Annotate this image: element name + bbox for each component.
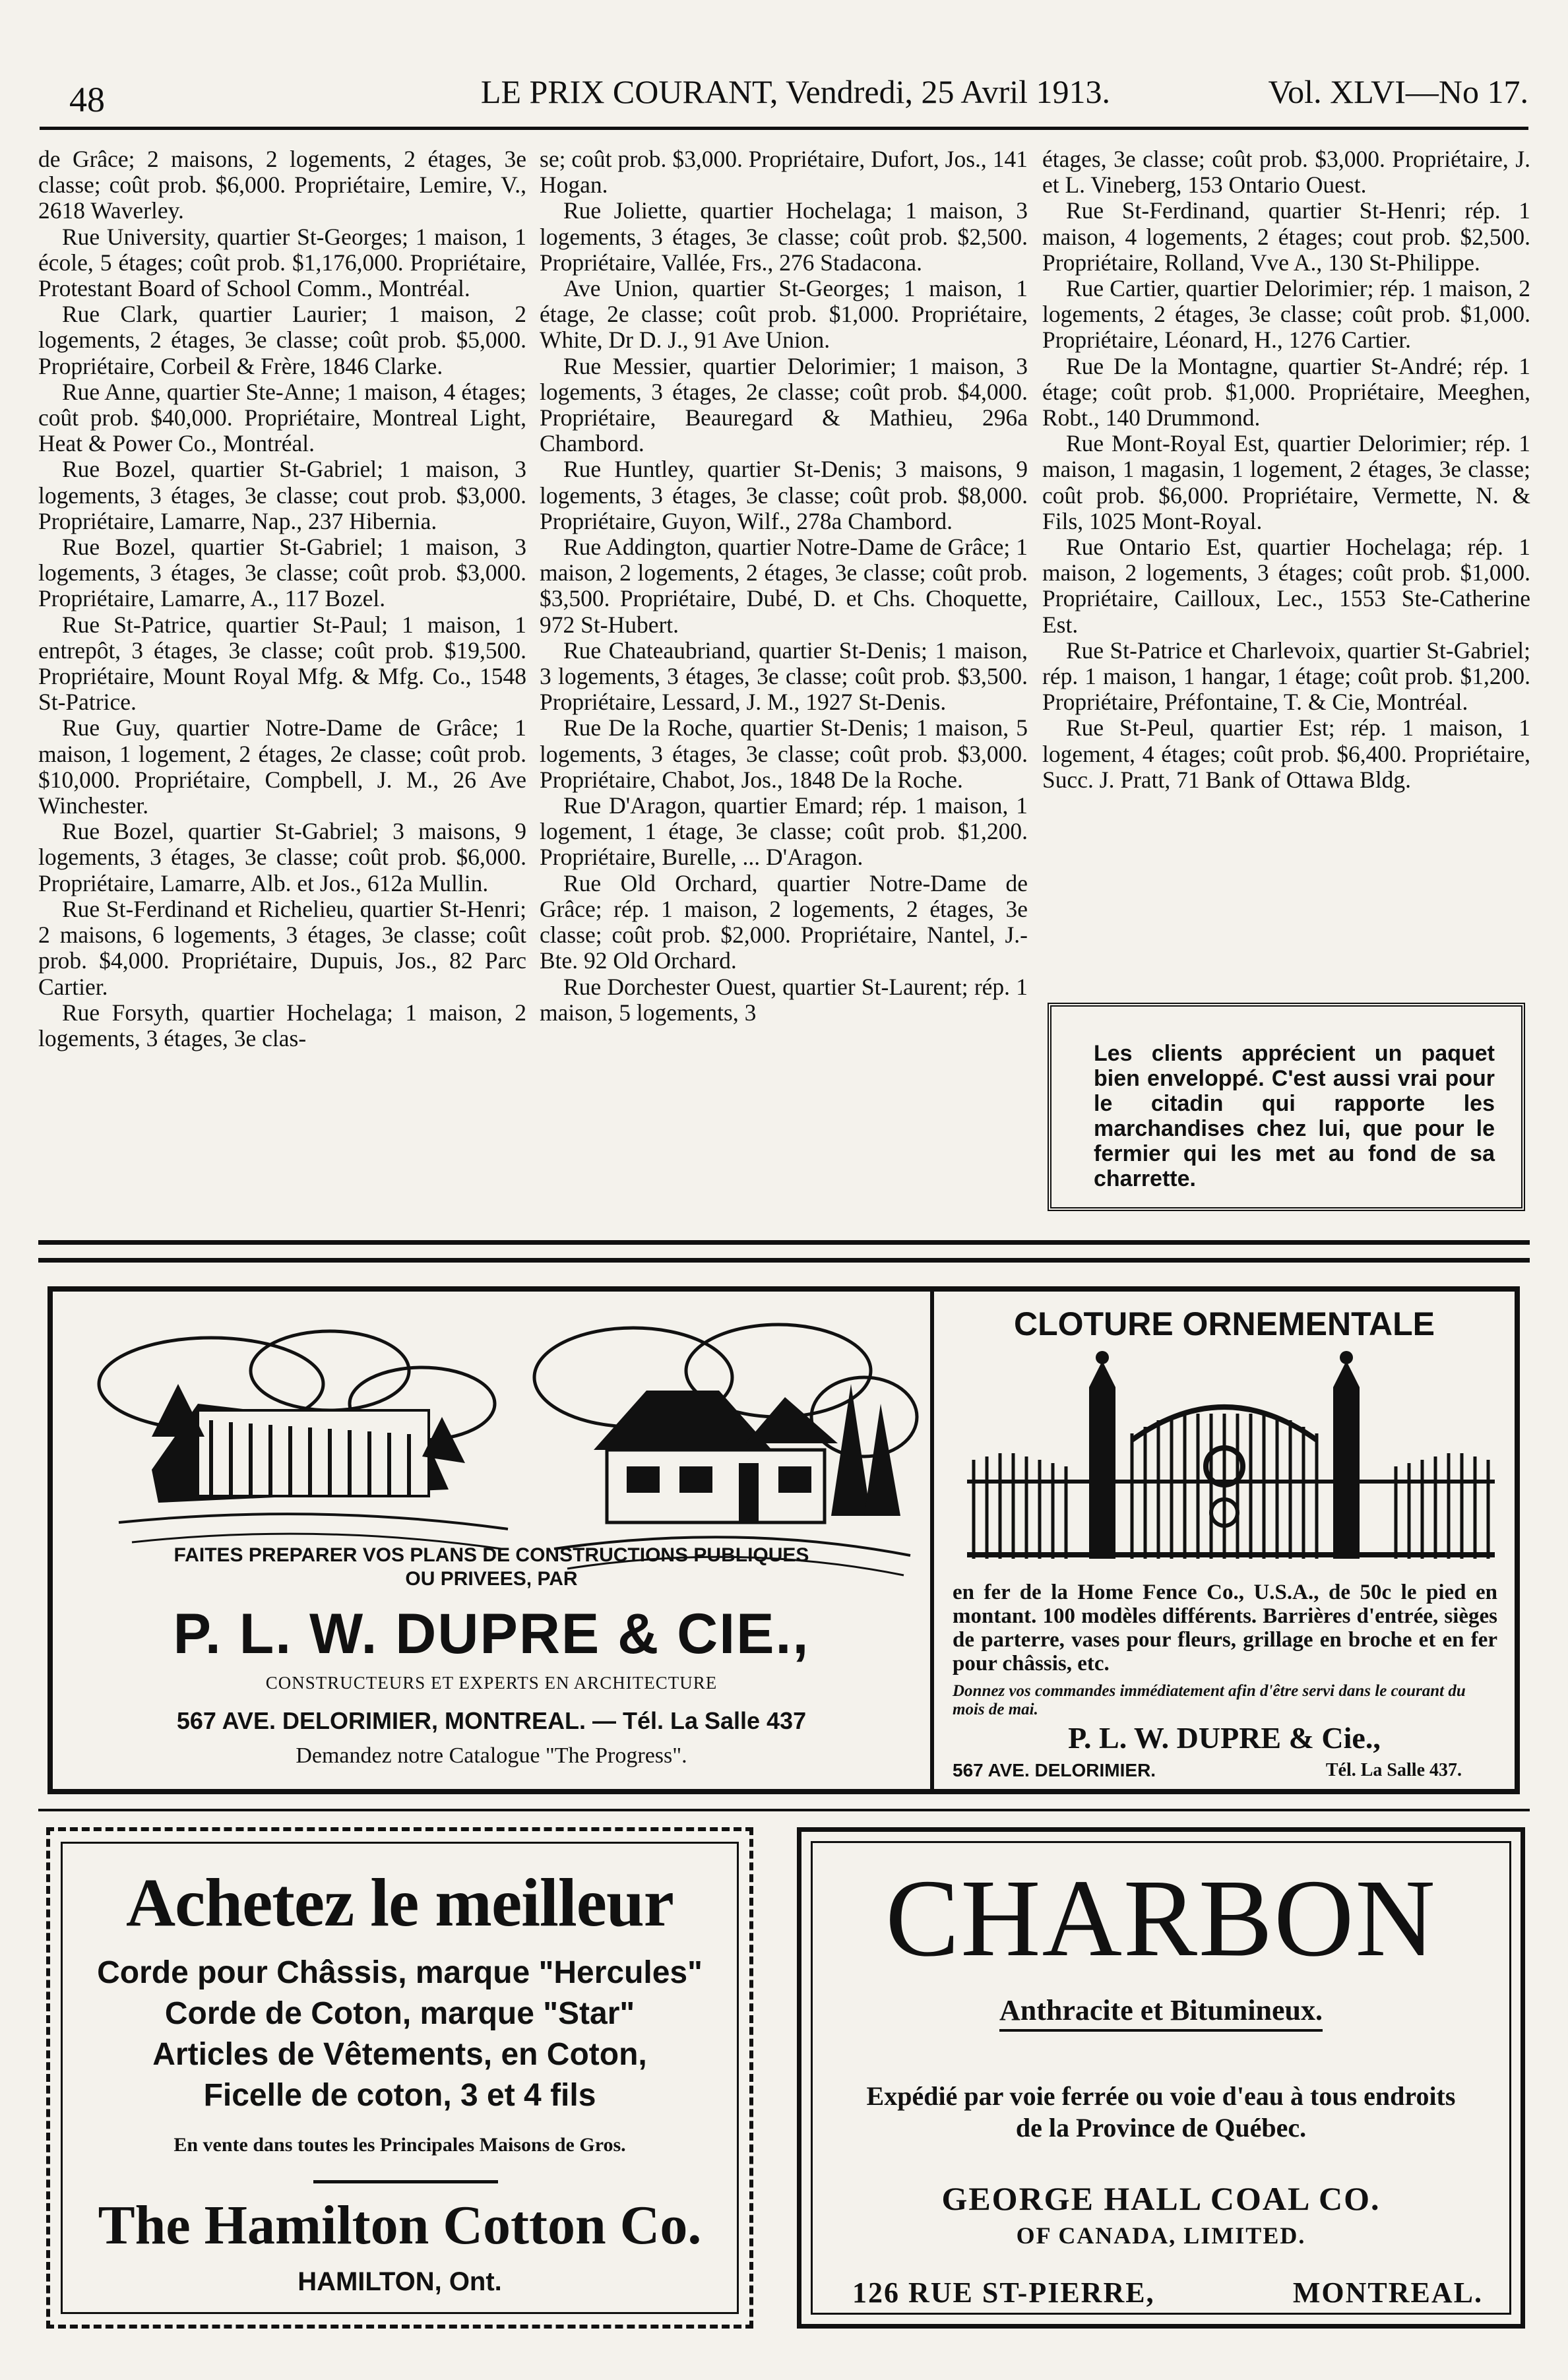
column-paragraph: Rue D'Aragon, quartier Emard; rép. 1 maison, 1 logement, 1 étage, 3e classe; coût prob. $1,200. Propriétaire, Burelle, ... D'Aragon. (540, 792, 1028, 871)
dupre-company-name: P. L. W. DUPRE & CIE., (173, 1602, 810, 1666)
column-paragraph: Rue Chateaubriand, quartier St-Denis; 1 maison, 3 logements, 3 étages, 3e classe; coût prob. $3,500. Propriétaire, Lessard, J. M., 1927 St-Denis. (540, 637, 1028, 716)
publication-title: LE PRIX COURANT, Vendredi, 25 Avril 1913. (480, 73, 1111, 110)
column-paragraph: Rue Joliette, quartier Hochelaga; 1 maison, 3 logements, 3 étages, 3e classe; coût prob. $2,500. Propriétaire, Vallée, Frs., 276 Stadacona. (540, 197, 1028, 276)
column-paragraph: Rue St-Peul, quartier Est; rép. 1 maison, 1 logement, 4 étages; coût prob. $6,400. Propriétaire, Succ. J. Pratt, 71 Bank of Ottawa Bldg. (1042, 714, 1530, 793)
dupre-subtitle: CONSTRUCTEURS ET EXPERTS EN ARCHITECTURE (265, 1673, 718, 1693)
charbon-title: CHARBON (885, 1857, 1437, 1980)
volume-number: Vol. XLVI—No 17. (1268, 73, 1528, 110)
hamilton-divider (313, 2180, 498, 2183)
charbon-company2: OF CANADA, LIMITED. (1016, 2222, 1306, 2249)
cloture-address: 567 AVE. DELORIMIER. (953, 1760, 1156, 1780)
charbon-subtitle (813, 1993, 1509, 2027)
column-paragraph: Rue Guy, quartier Notre-Dame de Grâce; 1 maison, 1 logement, 2 étages, 2e classe; coût prob. $10,000. Propriétaire, Compbell, J. M., 26 Ave Winchester. (38, 714, 526, 819)
column-paragraph: de Grâce; 2 maisons, 2 logements, 2 étages, 3e classe; coût prob. $6,000. Propriétaire, Lemire, V., 2618 Waverley. (38, 146, 526, 224)
ad-separator (38, 1809, 1530, 1811)
dupre-advertisement (47, 1286, 1520, 1794)
hamilton-ad-frame (61, 1842, 739, 2314)
column-paragraph: Rue St-Ferdinand et Richelieu, quartier St-Henri; 2 maisons, 6 logements, 3 étages, 3e classe; coût prob. $4,000. Propriétaire, Dupuis, Jos., 82 Parc Cartier. (38, 895, 526, 1000)
column-paragraph: Ave Union, quartier St-Georges; 1 maison, 1 étage, 2e classe; coût prob. $1,000. Propriétaire, White, Dr D. J., 91 Ave Union. (540, 275, 1028, 354)
dupre-address: 567 AVE. DELORIMIER, MONTREAL. — Tél. La Salle 437 (176, 1707, 807, 1734)
charbon-city: MONTREAL. (1292, 2276, 1483, 2309)
hamilton-item: Ficelle de coton, 3 et 4 fils (203, 2078, 596, 2113)
dupre-ad-line2: OU PRIVEES, PAR (405, 1568, 578, 1590)
column-paragraph: Rue Old Orchard, quartier Notre-Dame de Grâce; rép. 1 maison, 2 logements, 2 étages, 3e classe; coût prob. $2,000. Propriétaire, Nantel, J.-Bte. 92 Old Orchard. (540, 869, 1028, 974)
hamilton-cotton-ad (46, 1827, 753, 2329)
column-3 (1042, 146, 1530, 793)
public-building-drawing (99, 1331, 508, 1549)
column-paragraph: Rue Messier, quartier Delorimier; 1 maison, 3 logements, 3 étages, 2e classe; coût prob. $4,000. Propriétaire, Beauregard & Mathieu, 296a Chambord. (540, 352, 1028, 457)
column-paragraph: Rue Mont-Royal Est, quartier Delorimier; rép. 1 maison, 1 magasin, 1 logement, 2 étages, 3e classe; coût prob. $6,000. Propriétaire, Vermette, N. & Fils, 1025 Mont-Royal. (1042, 430, 1530, 534)
column-2 (540, 146, 1028, 1026)
hamilton-product-list (63, 1953, 737, 2116)
column-1 (38, 146, 526, 1051)
hamilton-item: Corde de Coton, marque "Star" (164, 1996, 635, 2031)
column-paragraph: Rue Ontario Est, quartier Hochelaga; rép. 1 maison, 2 logements, 3 étages; coût prob. $1,000. Propriétaire, Cailloux, Lec., 1553 Ste-Catherine Est. (1042, 534, 1530, 638)
dupre-plans-ad (53, 1292, 934, 1789)
buildings-illustration (53, 1305, 924, 1582)
cloture-note: Donnez vos commandes immédiatement afin d'être servi dans le courant du mois de mai. (953, 1682, 1466, 1718)
column-paragraph: Rue De la Montagne, quartier St-André; rép. 1 étage; coût prob. $1,000. Propriétaire, Meeghen, Robt., 140 Drummond. (1042, 352, 1530, 431)
column-paragraph: se; coût prob. $3,000. Propriétaire, Dufort, Jos., 141 Hogan. (540, 146, 1028, 199)
hamilton-note: En vente dans toutes les Principales Maisons de Gros. (173, 2134, 626, 2156)
column-paragraph: Rue Cartier, quartier Delorimier; rép. 1 maison, 2 logements, 2 étages, 3e classe; coût prob. $1,000. Propriétaire, Léonard, H., 1276 Cartier. (1042, 275, 1530, 354)
column-paragraph: Rue Forsyth, quartier Hochelaga; 1 maison, 2 logements, 3 étages, 3e clas- (38, 999, 526, 1051)
column-paragraph: Rue Bozel, quartier St-Gabriel; 1 maison, 3 logements, 3 étages, 3e classe; coût prob. $3,000. Propriétaire, Lamarre, A., 117 Bozel. (38, 534, 526, 612)
charbon-company: GEORGE HALL COAL CO. (941, 2180, 1381, 2217)
column-paragraph: Rue University, quartier St-Georges; 1 maison, 1 école, 5 étages; coût prob. $1,176,000. Propriétaire, Protestant Board of School Comm., Montréal. (38, 223, 526, 302)
hamilton-city: HAMILTON, Ont. (298, 2267, 502, 2296)
notice-box (1048, 1003, 1525, 1211)
column-paragraph: Rue Bozel, quartier St-Gabriel; 3 maisons, 9 logements, 3 étages, 3e classe; coût prob. $6,000. Propriétaire, Lamarre, Alb. et Jos., 612a Mullin. (38, 818, 526, 896)
hamilton-item: Corde pour Châssis, marque "Hercules" (97, 1955, 703, 1990)
dupre-catalogue: Demandez notre Catalogue "The Progress". (296, 1743, 687, 1768)
charbon-ad (797, 1827, 1525, 2329)
cloture-body: en fer de la Home Fence Co., U.S.A., de 50c le pied en montant. 100 modèles différents. Barrières d'entrée, sièges de parterre, vases pour fleurs, grillage en broche et en fer pour châssis, etc. (953, 1581, 1497, 1675)
ornamental-gate-illustration (947, 1348, 1515, 1585)
cloture-company: P. L. W. DUPRE & Cie., (1068, 1721, 1381, 1755)
cloture-ad (934, 1292, 1515, 1789)
column-paragraph: Rue Dorchester Ouest, quartier St-Laurent; rép. 1 maison, 5 logements, 3 (540, 973, 1028, 1026)
column-paragraph: Rue St-Patrice et Charlevoix, quartier St-Gabriel; rép. 1 maison, 1 hangar, 1 étage; coût prob. $1,200. Propriétaire, Préfontaine, T. & Cie, Montréal. (1042, 637, 1530, 716)
hamilton-item: Articles de Vêtements, en Coton, (152, 2037, 647, 2072)
section-rule (38, 1240, 1530, 1263)
cloture-title: CLOTURE ORNEMENTALE (1014, 1305, 1435, 1342)
column-paragraph: Rue Anne, quartier Ste-Anne; 1 maison, 4 étages; coût prob. $40,000. Propriétaire, Montreal Light, Heat & Power Co., Montréal. (38, 378, 526, 457)
column-paragraph: étages, 3e classe; coût prob. $3,000. Propriétaire, J. et L. Vineberg, 153 Ontario Ouest. (1042, 146, 1530, 199)
page-number: 48 (69, 80, 105, 119)
column-paragraph: Rue St-Ferdinand, quartier St-Henri; rép. 1 maison, 4 logements, 2 étages; cout prob. $2,500. Propriétaire, Rolland, Vve A., 130 St-Philippe. (1042, 197, 1530, 276)
column-paragraph: Rue Huntley, quartier St-Denis; 3 maisons, 9 logements, 3 étages, 3e classe; coût prob. $8,000. Propriétaire, Guyon, Wilf., 278a Chambord. (540, 456, 1028, 534)
column-paragraph: Rue Addington, quartier Notre-Dame de Grâce; 1 maison, 2 logements, 2 étages, 3e classe; coût prob. $3,500. Propriétaire, Dubé, D. et Chs. Choquette, 972 St-Hubert. (540, 534, 1028, 638)
dupre-ad-line1: FAITES PREPARER VOS PLANS DE CONSTRUCTIONS PUBLIQUES (173, 1544, 809, 1566)
charbon-body: Expédié par voie ferrée ou voie d'eau à tous endroits de la Province de Québec. (866, 2081, 1456, 2143)
charbon-address: 126 RUE ST-PIERRE, (852, 2276, 1155, 2309)
page-header (63, 73, 1528, 125)
hamilton-company: The Hamilton Cotton Co. (98, 2195, 702, 2256)
notice-text: Les clients apprécient un paquet bien enveloppé. C'est aussi vrai pour le citadin qui rapporte les marchandises chez lui, que pour le fermier qui les met au fond de sa charrette. (1094, 1041, 1495, 1191)
cloture-phone: Tél. La Salle 437. (1325, 1760, 1462, 1780)
hamilton-headline: Achetez le meilleur (126, 1865, 674, 1941)
column-paragraph: Rue St-Patrice, quartier St-Paul; 1 maison, 1 entrepôt, 3 étages, 3e classe; coût prob. $19,500. Propriétaire, Mount Royal Mfg. & Mfg. Co., 1548 St-Patrice. (38, 611, 526, 716)
column-paragraph: Rue Clark, quartier Laurier; 1 maison, 2 logements, 2 étages, 3e classe; coût prob. $5,000. Propriétaire, Corbeil & Frère, 1846 Clarke. (38, 301, 526, 379)
charbon-ad-frame (811, 1841, 1511, 2315)
column-paragraph: Rue Bozel, quartier St-Gabriel; 1 maison, 3 logements, 3 étages, 3e classe; cout prob. $3,000. Propriétaire, Lamarre, Nap., 237 Hibernia. (38, 456, 526, 534)
private-house-drawing (534, 1325, 917, 1575)
charbon-subtitle-text: Anthracite et Bitumineux. (999, 1994, 1323, 2032)
column-paragraph: Rue De la Roche, quartier St-Denis; 1 maison, 5 logements, 3 étages, 3e classe; coût prob. $3,000. Propriétaire, Chabot, Jos., 1848 De la Roche. (540, 714, 1028, 793)
header-rule (40, 127, 1528, 130)
